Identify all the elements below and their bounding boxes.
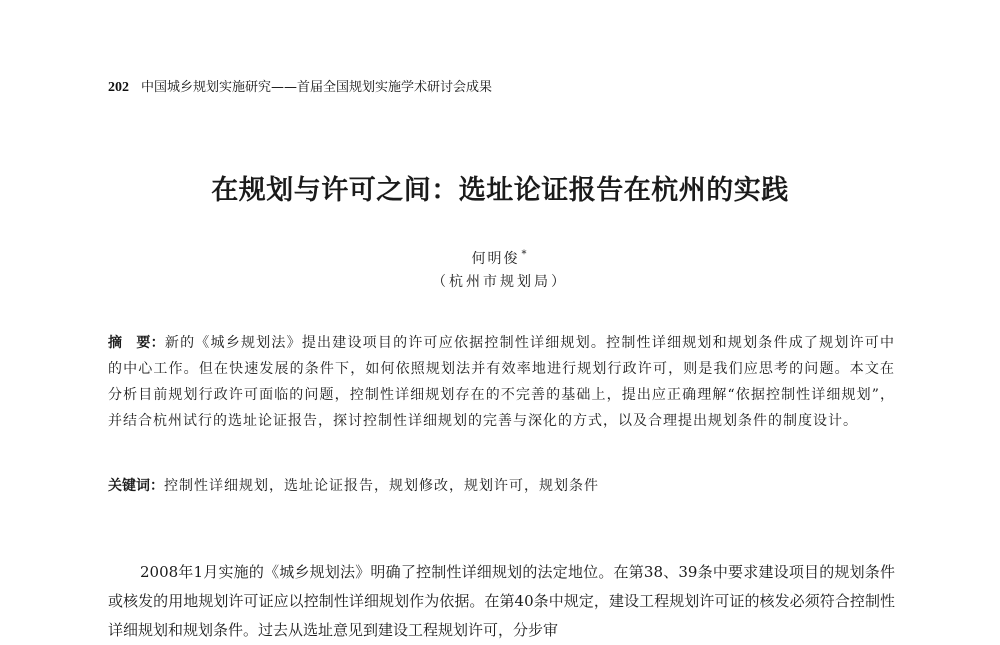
running-head — [108, 76, 492, 96]
author-line — [0, 248, 1000, 268]
author-name: 何明俊 — [471, 251, 520, 267]
abstract-label: 摘 要： — [108, 335, 165, 351]
page-number: 202 — [108, 80, 129, 95]
keywords — [108, 474, 895, 498]
abstract — [108, 330, 895, 434]
body-paragraph: 2008年1月实施的《城乡规划法》明确了控制性详细规划的法定地位。在第38、39条中要求建设项目的规划条件或核发的用地规划许可证应以控制性详细规划作为依据。在第40条中规定，建设工程规划许可证的核发必须符合控制性详细规划和规划条件。过去从选址意见到建设工程规划许可，分步审 — [108, 563, 895, 639]
author-affiliation: （杭州市规划局） — [432, 274, 568, 290]
keywords-text: 控制性详细规划，选址论证报告，规划修改，规划许可，规划条件 — [164, 478, 599, 494]
abstract-text: 新的《城乡规划法》提出建设项目的许可应依据控制性详细规划。控制性详细规划和规划条件成了规划许可中的中心工作。但在快速发展的条件下，如何依照规划法并有效率地进行规划行政许可，则是我们应思考的问题。本文在分析目前规划行政许可面临的问题，控制性详细规划存在的不完善的基础上，提出应正确理解“依据控制性详细规划”，并结合杭州试行的选址论证报告，探讨控制性详细规划的完善与深化的方式，以及合理提出规划条件的制度设计。 — [108, 335, 896, 429]
article-title: 在规划与许可之间：选址论证报告在杭州的实践 — [211, 175, 789, 206]
author-footnote-mark: * — [521, 249, 529, 261]
keywords-label: 关键词： — [108, 478, 164, 494]
running-head-text: 中国城乡规划实施研究——首届全国规划实施学术研讨会成果 — [141, 80, 493, 95]
